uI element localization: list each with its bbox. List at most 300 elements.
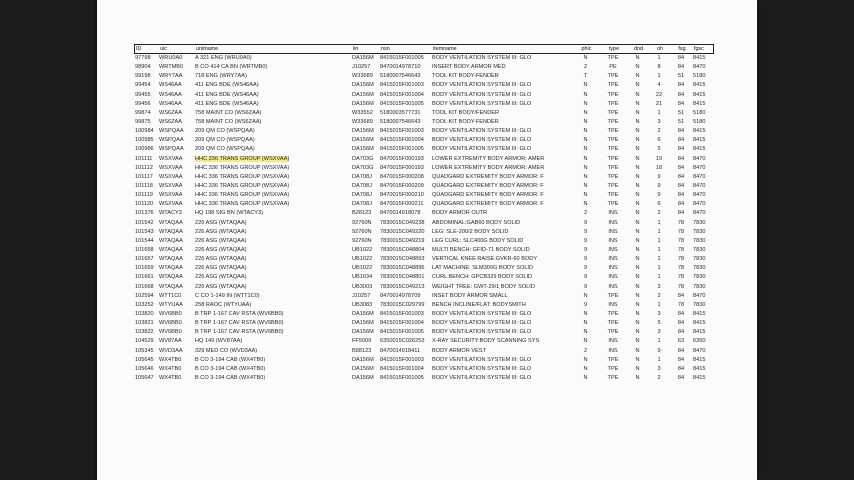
cell-phlc: N [583, 320, 588, 327]
cell-dnd: N [635, 182, 640, 189]
cell-fsg: 84 [677, 347, 685, 354]
cell-phlc: 9 [583, 228, 588, 235]
cell-oh: 3 [657, 310, 661, 317]
cell-fgsc: 8415 [693, 320, 706, 327]
cell-phlc: N [583, 137, 588, 144]
cell-itemname: BODY VENTILATION SYSTEM III: GLO [432, 100, 532, 107]
cell-type: TPE [607, 329, 619, 336]
cell-oh: 3 [657, 283, 661, 290]
header-id: ID [136, 46, 142, 52]
cell-uic: WRTMB0 [159, 64, 184, 71]
table-row [134, 310, 714, 319]
cell-fgsc: 8470 [693, 201, 706, 208]
table-row [134, 356, 714, 365]
cell-id: 101658 [135, 246, 154, 253]
cell-type: TPE [607, 128, 619, 135]
cell-itemname: LOWER EXTREMITY BODY ARMOR: AMER [432, 155, 545, 162]
cell-oh: 1 [657, 73, 661, 80]
cell-itemname: TOOL KIT BODY-FENDER [432, 118, 499, 125]
cell-id: 105647 [135, 374, 154, 381]
cell-type: INS [608, 219, 618, 226]
cell-itemname: BENCH INCLINE/FLAT: BODYSMITH [432, 301, 526, 308]
cell-oh: 1 [657, 265, 661, 272]
cell-itemname: LEG CURL: SLC400G BODY SOLID [432, 237, 524, 244]
cell-fgsc: 8415 [693, 128, 706, 135]
cell-type: TPE [607, 82, 619, 89]
cell-id: 99874 [135, 109, 151, 116]
cell-itemname: BODY VENTILATION SYSTEM III: GLO [432, 146, 532, 153]
cell-id: 101119 [135, 192, 153, 199]
header-phlc: phlc [581, 46, 592, 52]
cell-id: 101668 [135, 283, 154, 290]
cell-id: 101111 [135, 155, 153, 162]
cell-uic: WSXVAA [159, 182, 183, 189]
cell-unitname: 209 QM CO (WSPQAA) [195, 137, 255, 144]
cell-fgsc: 8415 [693, 146, 706, 153]
cell-uic: WSXVAA [159, 173, 183, 180]
cell-phlc: T [583, 73, 588, 80]
cell-itemname: QUADGARD EXTREMITY BODY ARMOR: F [432, 182, 544, 189]
table-row [134, 347, 714, 356]
cell-nsn: 8415015F001005 [380, 374, 424, 381]
cell-fsg: 78 [677, 246, 685, 253]
cell-nsn: 6350015C026253 [380, 338, 425, 345]
cell-lin: DA156M [352, 329, 374, 336]
cell-uic: WSPQAA [159, 128, 184, 135]
table-row [134, 273, 714, 282]
cell-id: 101543 [135, 228, 154, 235]
cell-fsg: 78 [677, 265, 685, 272]
cell-oh: 1 [657, 274, 661, 281]
cell-lin: DA156M [352, 374, 374, 381]
cell-uic: WSXVAA [159, 155, 183, 162]
cell-lin: DA156M [352, 100, 374, 107]
cell-fgsc: 8415 [693, 365, 706, 372]
cell-fgsc: 8415 [693, 310, 706, 317]
cell-lin: DA703G [352, 164, 374, 171]
cell-unitname: 209 QM CO (WSPQAA) [195, 146, 255, 153]
cell-lin: DA708J [352, 201, 372, 208]
cell-uic: WSXVAA [159, 192, 183, 199]
cell-itemname: BODY VENTILATION SYSTEM III: GLO [432, 374, 532, 381]
cell-phlc: N [583, 201, 588, 208]
cell-fsg: 51 [677, 118, 685, 125]
cell-uic: WV6BB0 [159, 320, 182, 327]
cell-nsn: 8415015F001005 [380, 100, 424, 107]
cell-uic: WSPQAA [159, 146, 184, 153]
cell-itemname: BODY VENTILATION SYSTEM III: GLO [432, 91, 532, 98]
cell-uic: WS6ZAA [159, 109, 183, 116]
cell-fsg: 78 [677, 228, 685, 235]
cell-uic: WTAQAA [159, 256, 183, 263]
cell-id: 101376 [135, 210, 154, 217]
cell-unitname: B TRP 1-167 CAV RSTA (WV6BB0) [195, 320, 284, 327]
cell-nsn: 8415015F001004 [380, 137, 424, 144]
cell-fsg: 84 [677, 137, 685, 144]
cell-itemname: INSERT BODY ARMOR MED [432, 64, 506, 71]
cell-dnd: N [635, 91, 640, 98]
table-row [134, 191, 714, 200]
cell-uic: WTT1C0 [159, 292, 182, 299]
cell-uic: WSPQAA [159, 137, 184, 144]
cell-unitname: HHC 336 TRANS GROUP (WSXVAA) [195, 182, 290, 189]
cell-fsg: 78 [677, 219, 685, 226]
cell-itemname: MULTI BENCH: GFID-71 BODY SOLID [432, 246, 530, 253]
cell-phlc: 9 [583, 283, 588, 290]
table-row [134, 301, 714, 310]
cell-unitname: 411 ENG BDE (WS46AA) [195, 82, 259, 89]
cell-dnd: N [635, 55, 640, 61]
cell-oh: 6 [657, 137, 661, 144]
header-dnd: dnd [634, 46, 643, 52]
cell-unitname: HQ 198 SIG BN (WTACY3) [195, 210, 263, 217]
cell-phlc: N [583, 338, 588, 345]
cell-lin: DA156M [352, 137, 374, 144]
cell-oh: 3 [657, 329, 661, 336]
cell-itemname: BODY ARMOR OUTR [432, 210, 488, 217]
cell-nsn: 8470014918411 [380, 347, 421, 354]
cell-type: INS [608, 301, 618, 308]
cell-fgsc: 7830 [693, 274, 706, 281]
cell-lin: 92760N [352, 219, 372, 226]
cell-phlc: N [583, 118, 588, 125]
cell-id: 101112 [135, 164, 153, 171]
cell-uic: WTACY3 [159, 210, 182, 217]
cell-nsn: 8470015F000193 [380, 164, 424, 171]
cell-fsg: 84 [677, 374, 685, 381]
cell-unitname: B CO 3-194 CAB (WX4TB0) [195, 356, 266, 363]
cell-unitname: HHC 336 TRANS GROUP (WSXVAA) [195, 164, 290, 171]
cell-itemname: TOOL KIT BODY/FENDER [432, 109, 500, 116]
cell-type: INS [608, 256, 618, 263]
cell-type: TPE [607, 374, 619, 381]
cell-lin: DA156M [352, 365, 374, 372]
cell-id: 102594 [135, 292, 154, 299]
cell-fgsc: 8470 [693, 64, 706, 71]
cell-nsn: 7830015C049220 [380, 228, 425, 235]
table-row [134, 72, 714, 81]
cell-fgsc: 8415 [693, 55, 706, 61]
cell-phlc: N [583, 82, 588, 89]
cell-fsg: 84 [677, 164, 685, 171]
cell-type: TPE [607, 365, 619, 372]
table-row [134, 246, 714, 255]
cell-fgsc: 8415 [693, 91, 706, 98]
cell-fgsc: 7830 [693, 265, 706, 272]
cell-dnd: N [635, 128, 640, 135]
cell-uic: WTAQAA [159, 237, 183, 244]
table-row [134, 283, 714, 292]
cell-id: 99455 [135, 91, 151, 98]
cell-fsg: 84 [677, 201, 685, 208]
cell-fgsc: 5180 [693, 73, 706, 80]
cell-itemname: QUADGARD EXTREMITY BODY ARMOR: F [432, 192, 544, 199]
table-row [134, 81, 714, 90]
cell-nsn: 7830015C048893 [380, 256, 425, 263]
cell-fgsc: 8470 [693, 155, 706, 162]
cell-nsn: 8470014978710 [380, 64, 421, 71]
cell-itemname: LOWER EXTREMITY BODY ARMOR: AMER [432, 164, 545, 171]
cell-uic: WTAQAA [159, 283, 183, 290]
cell-unitname: 209 QM CO (WSPQAA) [195, 128, 255, 135]
cell-dnd: N [635, 164, 640, 171]
cell-oh: 1 [657, 228, 661, 235]
table-row [134, 209, 714, 218]
cell-oh: 19 [655, 155, 663, 162]
cell-nsn: 8470014918078 [380, 210, 421, 217]
table-row [134, 118, 714, 127]
cell-uic: WV6BB0 [159, 329, 182, 336]
cell-oh: 9 [657, 347, 661, 354]
cell-uic: WVD3AA [159, 347, 183, 354]
cell-dnd: N [635, 100, 640, 107]
cell-type: INS [608, 265, 618, 272]
cell-id: 100985 [135, 137, 154, 144]
cell-unitname: B TRP 1-167 CAV RSTA (WV6BB0) [195, 329, 284, 336]
cell-fgsc: 8470 [693, 210, 706, 217]
cell-dnd: N [635, 301, 640, 308]
cell-oh: 9 [657, 173, 661, 180]
cell-itemname: BODY VENTILATION SYSTEM III: GLO [432, 310, 532, 317]
cell-fsg: 63 [677, 338, 685, 345]
cell-itemname: BODY VENTILATION SYSTEM III: GLO [432, 82, 532, 89]
cell-type: INS [608, 347, 618, 354]
cell-phlc: N [583, 164, 588, 171]
cell-id: 104529 [135, 338, 154, 345]
cell-nsn: 7830015C049213 [380, 283, 425, 290]
cell-phlc: 9 [583, 237, 588, 244]
cell-lin: DA156M [352, 356, 374, 363]
cell-dnd: N [635, 374, 640, 381]
table-row [134, 374, 714, 383]
cell-lin: DA156M [352, 55, 374, 61]
cell-fgsc: 8470 [693, 292, 706, 299]
cell-phlc: 9 [583, 274, 588, 281]
header-type: type [608, 46, 620, 52]
cell-dnd: N [635, 265, 640, 272]
cell-itemname: BODY ARMOR VEST [432, 347, 486, 354]
cell-unitname: 411 ENG BDE (WS46AA) [195, 100, 259, 107]
cell-itemname: LAT MACHINE: SLM300G BODY SOLID [432, 265, 534, 272]
cell-fgsc: 8415 [693, 374, 706, 381]
cell-type: INS [608, 274, 618, 281]
cell-lin: J10257 [352, 292, 371, 299]
cell-phlc: 9 [583, 301, 588, 308]
cell-id: 101120 [135, 201, 154, 208]
cell-unitname: HHC 336 TRANS GROUP (WSXVAA) [195, 173, 290, 180]
cell-phlc: N [583, 173, 588, 180]
cell-oh: 1 [657, 219, 661, 226]
cell-oh: 6 [657, 201, 661, 208]
cell-lin: W33689 [352, 73, 373, 80]
cell-phlc: N [583, 329, 588, 336]
cell-oh: 1 [657, 55, 661, 61]
cell-unitname: HHC 336 TRANS GROUP (WSXVAA) [195, 201, 290, 208]
cell-dnd: N [635, 146, 640, 153]
cell-uic: WV87AA [159, 338, 182, 345]
cell-fsg: 84 [677, 64, 685, 71]
table-row [134, 255, 714, 264]
table-row [134, 319, 714, 328]
cell-unitname: 758 MAINT CO (WS6ZAA) [195, 109, 262, 116]
cell-dnd: N [635, 237, 640, 244]
cell-unitname: B CO 414 CA BN (WRTMB0) [195, 64, 268, 71]
cell-type: INS [608, 228, 618, 235]
cell-unitname: 411 ENG BDE (WS46AA) [195, 91, 259, 98]
cell-uic: WX4TB0 [159, 365, 182, 372]
cell-uic: WS46AA [159, 100, 182, 107]
cell-lin: UB3003 [352, 283, 373, 290]
cell-phlc: N [583, 192, 588, 199]
cell-lin: DA156M [352, 128, 374, 135]
cell-dnd: N [635, 329, 640, 336]
table-row [134, 100, 714, 109]
cell-phlc: N [583, 55, 588, 61]
cell-fsg: 84 [677, 182, 685, 189]
cell-nsn: 8415015F001005 [380, 55, 424, 61]
cell-nsn: 8470015F000210 [380, 192, 424, 199]
cell-oh: 18 [655, 164, 663, 171]
cell-id: 105645 [135, 356, 154, 363]
cell-fgsc: 8470 [693, 164, 706, 171]
cell-fgsc: 8415 [693, 356, 706, 363]
cell-unitname: 329 MED CO (WVD3AA) [195, 347, 258, 354]
cell-fsg: 84 [677, 210, 685, 217]
cell-type: TPE [607, 192, 619, 199]
cell-id: 101661 [135, 274, 154, 281]
header-fsg: fsg [678, 46, 686, 52]
cell-unitname: A 321 ENG (WRU0A0) [195, 55, 252, 61]
cell-type: TPE [607, 91, 619, 98]
highlighted-unitname: HHC 336 TRANS GROUP (WSXVAA) [195, 155, 290, 162]
cell-type: INS [608, 283, 618, 290]
cell-dnd: N [635, 155, 640, 162]
cell-lin: DA156M [352, 146, 374, 153]
cell-fsg: 84 [677, 329, 685, 336]
cell-lin: UB3083 [352, 301, 373, 308]
table-header [134, 44, 714, 54]
table-row [134, 264, 714, 273]
cell-id: 101542 [135, 219, 154, 226]
cell-fgsc: 7830 [693, 301, 706, 308]
cell-unitname: HQ 149 (WV87AA) [195, 338, 243, 345]
cell-id: 101118 [135, 182, 153, 189]
cell-id: 99198 [135, 73, 151, 80]
cell-phlc: 2 [583, 64, 588, 71]
cell-uic: WX4TB0 [159, 356, 182, 363]
cell-dnd: N [635, 73, 640, 80]
cell-lin: 92760N [352, 237, 372, 244]
cell-phlc: N [583, 374, 588, 381]
cell-fgsc: 8470 [693, 173, 706, 180]
cell-fsg: 78 [677, 237, 685, 244]
cell-oh: 2 [657, 210, 661, 217]
cell-type: TPE [607, 109, 619, 116]
cell-fgsc: 8470 [693, 192, 706, 199]
cell-nsn: 8415015F001003 [380, 356, 424, 363]
cell-dnd: N [635, 283, 640, 290]
cell-nsn: 8470015F000193 [380, 155, 424, 162]
cell-fgsc: 7830 [693, 246, 706, 253]
cell-oh: 22 [655, 91, 663, 98]
cell-fgsc: 8415 [693, 82, 706, 89]
cell-dnd: N [635, 82, 640, 89]
cell-lin: DA156M [352, 310, 374, 317]
cell-lin: J10257 [352, 64, 371, 71]
cell-type: TPE [607, 73, 619, 80]
cell-lin: DA708J [352, 192, 372, 199]
cell-id: 103252 [135, 301, 154, 308]
cell-phlc: N [583, 356, 588, 363]
cell-type: PE [609, 64, 617, 71]
cell-fsg: 78 [677, 283, 685, 290]
cell-id: 101117 [135, 173, 153, 180]
cell-dnd: N [635, 201, 640, 208]
cell-oh: 9 [657, 182, 661, 189]
cell-unitname: B TRP 1-167 CAV RSTA (WV6BB0) [195, 310, 284, 317]
cell-fgsc: 8415 [693, 137, 706, 144]
cell-lin: DA708J [352, 182, 372, 189]
cell-oh: 1 [657, 246, 661, 253]
table-row [134, 145, 714, 154]
cell-fgsc: 8470 [693, 182, 706, 189]
cell-dnd: N [635, 256, 640, 263]
cell-phlc: 9 [583, 256, 588, 263]
cell-type: INS [608, 338, 618, 345]
cell-id: 99454 [135, 82, 151, 89]
cell-uic: WV6BB0 [159, 310, 182, 317]
cell-unitname: 758 MAINT CO (WS6ZAA) [195, 118, 262, 125]
cell-itemname: ABDOMINAL:GAB60 BODY SOLID [432, 219, 521, 226]
cell-type: TPE [607, 100, 619, 107]
cell-nsn: 8470014978709 [380, 292, 421, 299]
header-unitname: unitname [196, 46, 219, 52]
cell-dnd: N [635, 192, 640, 199]
cell-nsn: 8415015F001005 [380, 146, 424, 153]
table-row [134, 155, 714, 164]
cell-id: 101659 [135, 265, 154, 272]
cell-nsn: 8415015F001004 [380, 91, 424, 98]
table-row [134, 228, 714, 237]
cell-type: TPE [607, 292, 619, 299]
cell-fgsc: 7830 [693, 219, 706, 226]
cell-oh: 1 [657, 256, 661, 263]
cell-id: 99875 [135, 118, 151, 125]
cell-type: TPE [607, 356, 619, 363]
cell-type: TPE [607, 182, 619, 189]
cell-dnd: N [635, 228, 640, 235]
cell-dnd: N [635, 365, 640, 372]
cell-itemname: BODY VENTILATION SYSTEM III: GLO [432, 55, 532, 61]
cell-phlc: N [583, 182, 588, 189]
cell-phlc: N [583, 310, 588, 317]
cell-fsg: 84 [677, 356, 685, 363]
cell-nsn: 8470015F000211 [380, 201, 424, 208]
header-lin: lin [353, 46, 359, 52]
cell-oh: 1 [657, 356, 661, 363]
table-row [134, 337, 714, 346]
table-row [134, 63, 714, 72]
cell-dnd: N [635, 64, 640, 71]
cell-lin: W33552 [352, 109, 373, 116]
cell-fsg: 84 [677, 292, 685, 299]
table-row [134, 164, 714, 173]
cell-nsn: 5180007546643 [380, 118, 421, 125]
cell-itemname: TOOL KIT BODY-FENDER [432, 73, 499, 80]
cell-unitname: 226 ASG (WTAQAA) [195, 265, 247, 272]
cell-unitname: 718 ENG (WRY7AA) [195, 73, 247, 80]
cell-fgsc: 6350 [693, 338, 706, 345]
